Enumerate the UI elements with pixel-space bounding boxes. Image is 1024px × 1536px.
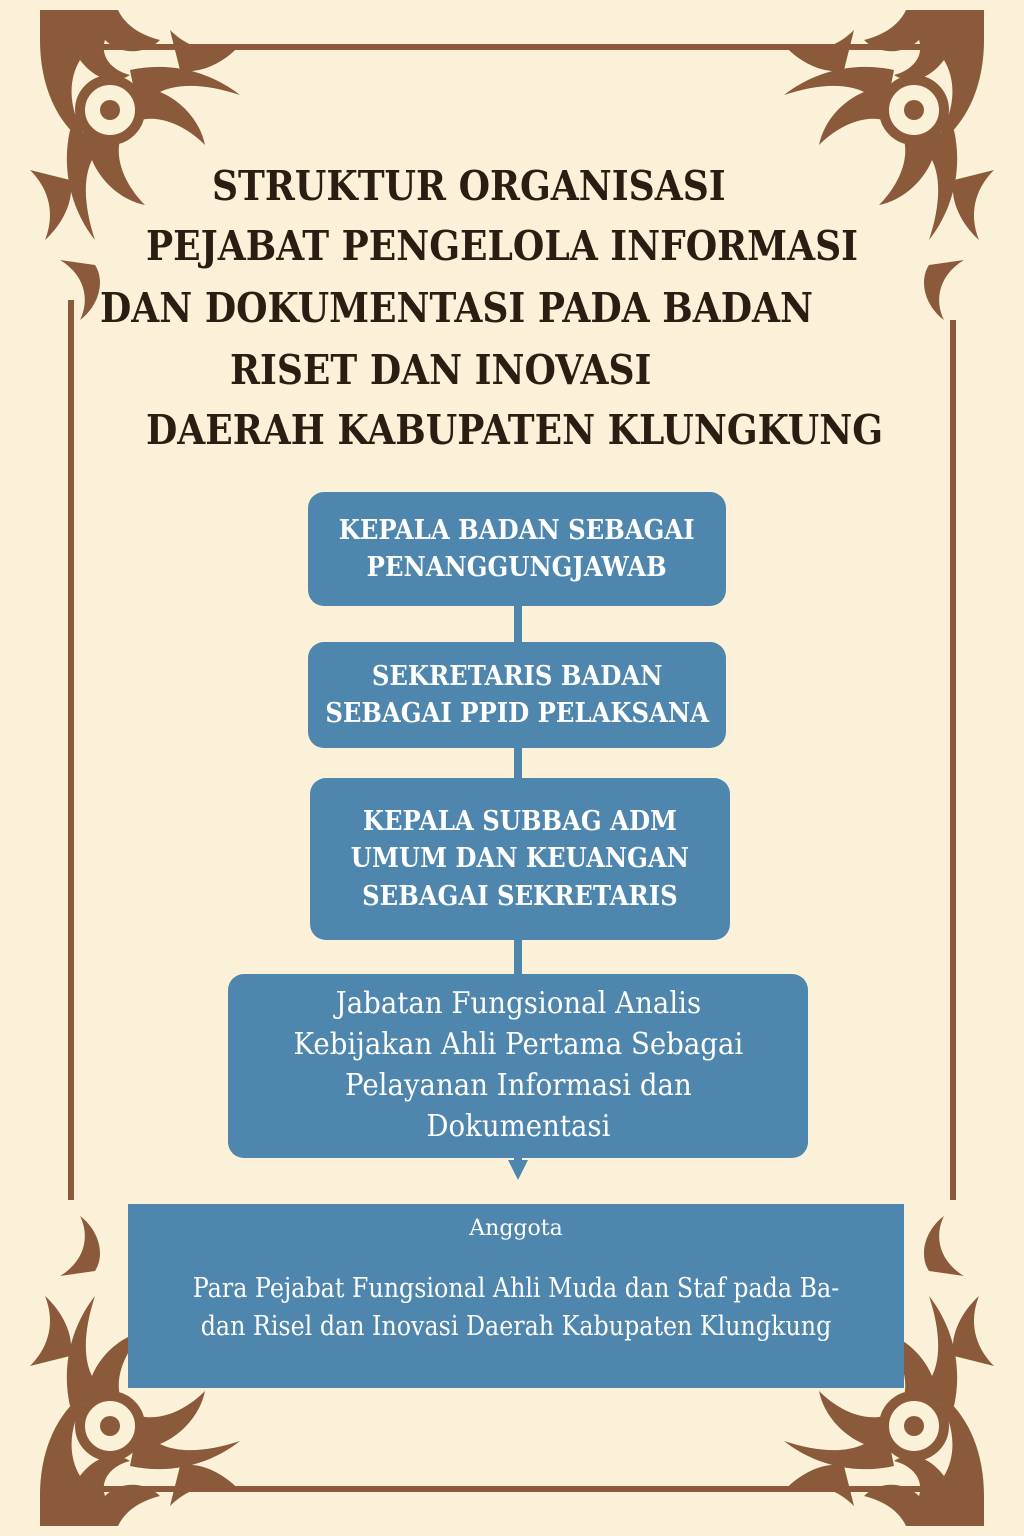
- node-line: UMUM DAN KEUANGAN: [350, 843, 690, 875]
- connector-line: [514, 604, 522, 644]
- node-line: SEBAGAI PPID PELAKSANA: [325, 698, 709, 729]
- members-line: dan Risel dan Inovasi Daerah Kabupaten Klungkung: [200, 1310, 832, 1342]
- title-line: DAERAH KABUPATEN KLUNGKUNG: [146, 406, 884, 454]
- node-line: KEPALA BADAN SEBAGAI: [339, 514, 695, 546]
- corner-ornament-icon: [784, 10, 994, 320]
- connector-line: [514, 746, 522, 780]
- node-line: PENANGGUNGJAWAB: [366, 552, 668, 583]
- corner-ornament-icon: [30, 10, 240, 320]
- title-line: DAN DOKUMENTASI PADA BADAN: [100, 284, 813, 332]
- node-line: Pelayanan Informasi dan: [344, 1068, 692, 1103]
- members-description: [128, 1270, 904, 1346]
- title-line: PEJABAT PENGELOLA INFORMASI: [146, 222, 859, 270]
- node-sekretaris-badan: [308, 642, 726, 748]
- node-line: SEKRETARIS BADAN: [371, 660, 663, 692]
- members-line: Para Pejabat Fungsional Ahli Muda dan Staf pada Ba-: [192, 1273, 840, 1304]
- node-line: Jabatan Fungsional Analis: [335, 986, 701, 1022]
- node-kepala-subbag: [310, 778, 730, 940]
- members-heading: Anggota: [469, 1216, 563, 1241]
- node-jabatan-fungsional: [228, 974, 808, 1158]
- node-kepala-badan: [308, 492, 726, 606]
- members-box: [128, 1204, 904, 1388]
- node-line: KEPALA SUBBAG ADM: [362, 806, 678, 838]
- arrow-down-icon: [508, 1160, 528, 1180]
- node-line: SEBAGAI SEKRETARIS: [362, 880, 678, 912]
- title-line: STRUKTUR ORGANISASI: [212, 162, 726, 210]
- node-line: Kebijakan Ahli Pertama Sebagai: [293, 1027, 743, 1063]
- node-line: Dokumentasi: [425, 1108, 611, 1144]
- connector-line: [514, 938, 522, 978]
- title-line: RISET DAN INOVASI: [230, 346, 652, 394]
